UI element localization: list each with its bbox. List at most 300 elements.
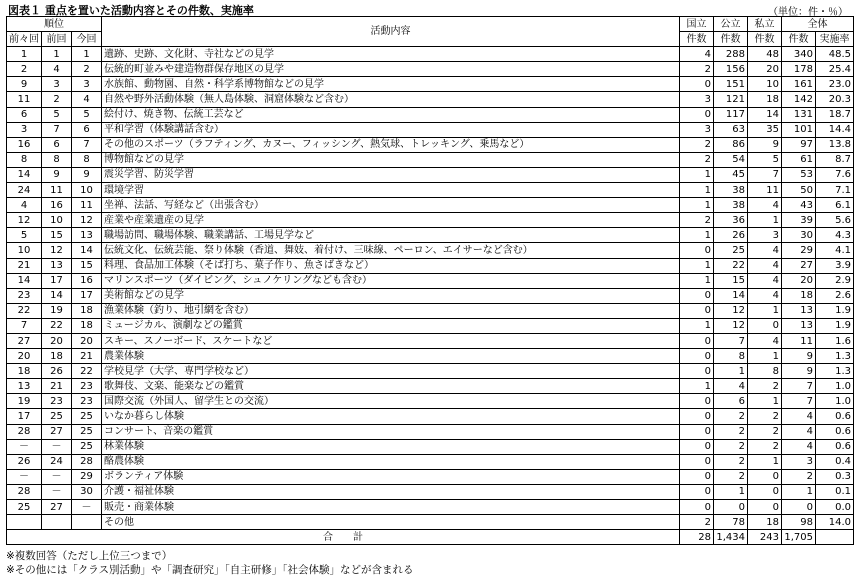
rate-value: 0.1 <box>816 484 854 499</box>
private-count: 1 <box>748 303 782 318</box>
rate-value: 3.9 <box>816 258 854 273</box>
rate-value: 0.6 <box>816 439 854 454</box>
rate-value: 0.3 <box>816 469 854 484</box>
rank-prev2: 22 <box>7 303 42 318</box>
rank-prev: 9 <box>42 167 72 182</box>
national-count: 2 <box>680 515 714 530</box>
table-row <box>7 394 854 409</box>
table-row <box>7 152 854 167</box>
national-count: 0 <box>680 77 714 92</box>
private-count: 0 <box>748 484 782 499</box>
public-count: 4 <box>714 379 748 394</box>
national-count: 2 <box>680 213 714 228</box>
rank-prev2: 14 <box>7 273 42 288</box>
rate-value: 2.9 <box>816 273 854 288</box>
total-count: 7 <box>782 379 816 394</box>
rank-prev2: 20 <box>7 349 42 364</box>
rank-prev: 10 <box>42 213 72 228</box>
table-row <box>7 439 854 454</box>
rank-current: 21 <box>72 349 102 364</box>
public-count: 38 <box>714 198 748 213</box>
rank-current: 1 <box>72 47 102 62</box>
table-row <box>7 469 854 484</box>
rank-prev: － <box>42 439 72 454</box>
national-count: 0 <box>680 364 714 379</box>
activity-name: いなか暮らし体験 <box>102 409 680 424</box>
public-count: 12 <box>714 318 748 333</box>
rank-prev2 <box>7 515 42 530</box>
rank-current: 29 <box>72 469 102 484</box>
private-count: 48 <box>748 47 782 62</box>
activity-name: 林業体験 <box>102 439 680 454</box>
public-count: 2 <box>714 439 748 454</box>
public-count: 151 <box>714 77 748 92</box>
rank-current: － <box>72 500 102 515</box>
rank-current: 8 <box>72 152 102 167</box>
public-count-header: 件数 <box>714 32 748 47</box>
rank-prev: 20 <box>42 333 72 348</box>
table-row <box>7 484 854 499</box>
private-count: 1 <box>748 394 782 409</box>
rank-prev2: 23 <box>7 288 42 303</box>
rank-prev: 8 <box>42 152 72 167</box>
public-count: 86 <box>714 137 748 152</box>
total-count: 7 <box>782 394 816 409</box>
table-row <box>7 47 854 62</box>
national-count: 1 <box>680 198 714 213</box>
private-count: 18 <box>748 92 782 107</box>
activity-name: 販売・商業体験 <box>102 500 680 515</box>
rank-prev: 13 <box>42 258 72 273</box>
public-count: 1 <box>714 484 748 499</box>
activity-name: 平和学習（体験講話含む） <box>102 122 680 137</box>
table-row <box>7 424 854 439</box>
national-count: 2 <box>680 62 714 77</box>
national-count: 0 <box>680 424 714 439</box>
rank-prev: － <box>42 484 72 499</box>
public-count: 288 <box>714 47 748 62</box>
rank-current: 30 <box>72 484 102 499</box>
national-count: 1 <box>680 318 714 333</box>
activity-name: その他のスポーツ（ラフティング、カヌー、フィッシング、熱気球、トレッキング、乗馬など） <box>102 137 680 152</box>
rate-value: 7.6 <box>816 167 854 182</box>
rank-current: 7 <box>72 137 102 152</box>
national-count: 3 <box>680 122 714 137</box>
private-count: 1 <box>748 454 782 469</box>
national-count: 4 <box>680 47 714 62</box>
private-count: 1 <box>748 349 782 364</box>
table-row <box>7 167 854 182</box>
rank-prev2: 9 <box>7 77 42 92</box>
total-count: 53 <box>782 167 816 182</box>
table-row <box>7 107 854 122</box>
private-header: 私立 <box>748 17 782 32</box>
total-count: 101 <box>782 122 816 137</box>
rank-prev: 14 <box>42 288 72 303</box>
public-count: 38 <box>714 183 748 198</box>
private-count: 4 <box>748 273 782 288</box>
rate-value: 1.3 <box>816 364 854 379</box>
rank-prev2: － <box>7 439 42 454</box>
table-row <box>7 349 854 364</box>
rank-current: 23 <box>72 394 102 409</box>
total-count: 9 <box>782 349 816 364</box>
activity-name: 伝統的町並みや建造物群保存地区の見学 <box>102 62 680 77</box>
total-count: 178 <box>782 62 816 77</box>
national-count: 0 <box>680 243 714 258</box>
rank-current: 15 <box>72 258 102 273</box>
public-count: 15 <box>714 273 748 288</box>
total-count: 11 <box>782 333 816 348</box>
rank-prev: 6 <box>42 137 72 152</box>
totals-row <box>7 530 854 545</box>
rate-value: 5.6 <box>816 213 854 228</box>
activity-name: 歌舞伎、文楽、能楽などの鑑賞 <box>102 379 680 394</box>
rank-prev: 4 <box>42 62 72 77</box>
rank-prev: 1 <box>42 47 72 62</box>
private-count: 9 <box>748 137 782 152</box>
total-count: 161 <box>782 77 816 92</box>
rank-prev: 22 <box>42 318 72 333</box>
rate-value: 0.6 <box>816 409 854 424</box>
activity-name: ミュージカル、演劇などの鑑賞 <box>102 318 680 333</box>
public-count: 1 <box>714 364 748 379</box>
private-count: 0 <box>748 318 782 333</box>
rate-value: 25.4 <box>816 62 854 77</box>
rank-prev2: 27 <box>7 333 42 348</box>
activity-name: ボランティア体験 <box>102 469 680 484</box>
rate-value: 1.9 <box>816 303 854 318</box>
rate-value: 14.0 <box>816 515 854 530</box>
table-row <box>7 77 854 92</box>
rank-current <box>72 515 102 530</box>
table-row <box>7 288 854 303</box>
rank-current: 28 <box>72 454 102 469</box>
rate-value: 1.6 <box>816 333 854 348</box>
rank-current: 11 <box>72 198 102 213</box>
private-count: 1 <box>748 213 782 228</box>
rank-current: 13 <box>72 228 102 243</box>
table-row <box>7 500 854 515</box>
activity-name: 介護・福祉体験 <box>102 484 680 499</box>
total-count: 4 <box>782 439 816 454</box>
public-count: 121 <box>714 92 748 107</box>
totals-public: 1,434 <box>714 530 748 545</box>
table-row <box>7 379 854 394</box>
rank-prev: 24 <box>42 454 72 469</box>
total-count: 30 <box>782 228 816 243</box>
national-count: 0 <box>680 469 714 484</box>
rate-value: 20.3 <box>816 92 854 107</box>
national-count: 0 <box>680 454 714 469</box>
private-count: 14 <box>748 107 782 122</box>
table-row <box>7 228 854 243</box>
table-row <box>7 318 854 333</box>
activity-name: 職場訪問、職場体験、職業講話、工場見学など <box>102 228 680 243</box>
activity-name: 漁業体験（釣り、地引網を含む） <box>102 303 680 318</box>
rank-prev: 25 <box>42 409 72 424</box>
table-row <box>7 243 854 258</box>
rate-value: 14.4 <box>816 122 854 137</box>
rate-value: 23.0 <box>816 77 854 92</box>
public-count: 2 <box>714 409 748 424</box>
private-count: 2 <box>748 424 782 439</box>
rank-prev2: 19 <box>7 394 42 409</box>
activity-name: その他 <box>102 515 680 530</box>
rank-current: 14 <box>72 243 102 258</box>
activity-name: 国際交流（外国人、留学生との交流） <box>102 394 680 409</box>
public-count: 36 <box>714 213 748 228</box>
rank-current: 3 <box>72 77 102 92</box>
national-count: 1 <box>680 258 714 273</box>
rank-current: 22 <box>72 364 102 379</box>
public-count: 22 <box>714 258 748 273</box>
public-count: 25 <box>714 243 748 258</box>
rank-prev: 21 <box>42 379 72 394</box>
total-count: 13 <box>782 318 816 333</box>
public-count: 156 <box>714 62 748 77</box>
rank-prev2: 6 <box>7 107 42 122</box>
totals-private: 243 <box>748 530 782 545</box>
total-count: 142 <box>782 92 816 107</box>
rank-prev: 17 <box>42 273 72 288</box>
national-count: 1 <box>680 379 714 394</box>
rank-prev: 18 <box>42 349 72 364</box>
rank-current: 25 <box>72 424 102 439</box>
rank-prev <box>42 515 72 530</box>
rate-value: 8.7 <box>816 152 854 167</box>
public-count: 2 <box>714 424 748 439</box>
activity-name: 酪農体験 <box>102 454 680 469</box>
public-header: 公立 <box>714 17 748 32</box>
private-count: 8 <box>748 364 782 379</box>
public-count: 12 <box>714 303 748 318</box>
activity-name: 伝統文化、伝統芸能、祭り体験（香道、舞妓、着付け、三味線、ペーロン、エイサーなど含む） <box>102 243 680 258</box>
rank-prev2: 7 <box>7 318 42 333</box>
table-row <box>7 273 854 288</box>
activity-name: 環境学習 <box>102 183 680 198</box>
rate-value: 6.1 <box>816 198 854 213</box>
national-count: 2 <box>680 137 714 152</box>
rank-current: 16 <box>72 273 102 288</box>
public-count: 7 <box>714 333 748 348</box>
rank-current: 23 <box>72 379 102 394</box>
total-count: 20 <box>782 273 816 288</box>
totals-total: 1,705 <box>782 530 816 545</box>
total-count: 340 <box>782 47 816 62</box>
table-row <box>7 137 854 152</box>
total-count-header: 件数 <box>782 32 816 47</box>
national-count: 0 <box>680 439 714 454</box>
prev2-header: 前々回 <box>7 32 42 47</box>
rank-prev: 11 <box>42 183 72 198</box>
private-count: 4 <box>748 333 782 348</box>
activity-name: 遺跡、史跡、文化財、寺社などの見学 <box>102 47 680 62</box>
activity-name: 学校見学（大学、専門学校など） <box>102 364 680 379</box>
private-count: 2 <box>748 379 782 394</box>
rank-prev: 19 <box>42 303 72 318</box>
totals-rate <box>816 530 854 545</box>
rank-prev: 5 <box>42 107 72 122</box>
rank-prev: － <box>42 469 72 484</box>
national-count: 3 <box>680 92 714 107</box>
activity-name: 水族館、動物園、自然・科学系博物館などの見学 <box>102 77 680 92</box>
total-count: 131 <box>782 107 816 122</box>
table-row <box>7 198 854 213</box>
activity-name: 農業体験 <box>102 349 680 364</box>
table-row <box>7 122 854 137</box>
national-header: 国立 <box>680 17 714 32</box>
total-count: 4 <box>782 409 816 424</box>
private-count: 0 <box>748 500 782 515</box>
national-count: 0 <box>680 409 714 424</box>
rank-prev: 23 <box>42 394 72 409</box>
total-count: 43 <box>782 198 816 213</box>
national-count: 0 <box>680 484 714 499</box>
private-count: 4 <box>748 198 782 213</box>
national-count: 0 <box>680 394 714 409</box>
rank-current: 2 <box>72 62 102 77</box>
public-count: 0 <box>714 500 748 515</box>
table-row <box>7 454 854 469</box>
rate-value: 1.0 <box>816 394 854 409</box>
note-other: ※その他には「クラス別活動」や「調査研究」「自主研修」「社会体験」などが含まれる <box>6 564 414 576</box>
table-row <box>7 213 854 228</box>
public-count: 78 <box>714 515 748 530</box>
rank-prev2: 18 <box>7 364 42 379</box>
rank-prev2: 25 <box>7 500 42 515</box>
activity-name: 料理、食品加工体験（そば打ち、菓子作り、魚さばきなど） <box>102 258 680 273</box>
activity-name: 美術館などの見学 <box>102 288 680 303</box>
rank-prev2: 12 <box>7 213 42 228</box>
private-count-header: 件数 <box>748 32 782 47</box>
total-count: 98 <box>782 515 816 530</box>
table-row <box>7 515 854 530</box>
rate-value: 18.7 <box>816 107 854 122</box>
public-count: 6 <box>714 394 748 409</box>
public-count: 26 <box>714 228 748 243</box>
rank-prev2: 14 <box>7 167 42 182</box>
table-row <box>7 409 854 424</box>
rate-value: 0.0 <box>816 500 854 515</box>
activity-table <box>6 16 854 545</box>
total-count: 97 <box>782 137 816 152</box>
public-count: 45 <box>714 167 748 182</box>
table-row <box>7 183 854 198</box>
rate-value: 2.6 <box>816 288 854 303</box>
prev-header: 前回 <box>42 32 72 47</box>
private-count: 3 <box>748 228 782 243</box>
private-count: 2 <box>748 409 782 424</box>
total-count: 9 <box>782 364 816 379</box>
rank-current: 17 <box>72 288 102 303</box>
table-row <box>7 303 854 318</box>
private-count: 0 <box>748 469 782 484</box>
private-count: 20 <box>748 62 782 77</box>
private-count: 18 <box>748 515 782 530</box>
national-count: 0 <box>680 303 714 318</box>
national-count: 0 <box>680 288 714 303</box>
private-count: 10 <box>748 77 782 92</box>
rank-prev: 16 <box>42 198 72 213</box>
private-count: 4 <box>748 243 782 258</box>
private-count: 11 <box>748 183 782 198</box>
private-count: 35 <box>748 122 782 137</box>
national-count: 0 <box>680 107 714 122</box>
rank-current: 12 <box>72 213 102 228</box>
rank-prev: 26 <box>42 364 72 379</box>
rank-prev2: 5 <box>7 228 42 243</box>
national-count: 0 <box>680 500 714 515</box>
public-count: 14 <box>714 288 748 303</box>
rate-value: 13.8 <box>816 137 854 152</box>
rank-current: 6 <box>72 122 102 137</box>
private-count: 2 <box>748 439 782 454</box>
rank-prev2: 8 <box>7 152 42 167</box>
total-count: 3 <box>782 454 816 469</box>
table-row <box>7 258 854 273</box>
total-count: 2 <box>782 469 816 484</box>
activity-header: 活動内容 <box>102 17 680 47</box>
rate-value: 48.5 <box>816 47 854 62</box>
note-multiple-answer: ※複数回答（ただし上位三つまで） <box>6 550 173 562</box>
total-count: 13 <box>782 303 816 318</box>
totals-national: 28 <box>680 530 714 545</box>
rate-value: 0.4 <box>816 454 854 469</box>
national-count: 1 <box>680 183 714 198</box>
rank-prev2: 2 <box>7 62 42 77</box>
rank-prev2: 1 <box>7 47 42 62</box>
totals-label: 合 計 <box>7 530 680 545</box>
national-count-header: 件数 <box>680 32 714 47</box>
public-count: 2 <box>714 454 748 469</box>
activity-name: 絵付け、焼き物、伝統工芸など <box>102 107 680 122</box>
rank-prev: 27 <box>42 424 72 439</box>
rank-prev: 15 <box>42 228 72 243</box>
rank-prev: 3 <box>42 77 72 92</box>
table-row <box>7 364 854 379</box>
rank-prev2: 24 <box>7 183 42 198</box>
rank-header: 順位 <box>7 17 102 32</box>
rank-current: 5 <box>72 107 102 122</box>
rank-prev2: 28 <box>7 484 42 499</box>
unit-label: （単位：件・％） <box>768 7 848 18</box>
rank-current: 9 <box>72 167 102 182</box>
rank-prev: 2 <box>42 92 72 107</box>
activity-name: 震災学習、防災学習 <box>102 167 680 182</box>
total-count: 1 <box>782 484 816 499</box>
rate-value: 1.9 <box>816 318 854 333</box>
private-count: 7 <box>748 167 782 182</box>
rank-current: 4 <box>72 92 102 107</box>
public-count: 54 <box>714 152 748 167</box>
rank-current: 20 <box>72 333 102 348</box>
rank-prev2: 21 <box>7 258 42 273</box>
rank-prev2: － <box>7 469 42 484</box>
rank-current: 18 <box>72 318 102 333</box>
private-count: 4 <box>748 288 782 303</box>
rank-prev2: 4 <box>7 198 42 213</box>
rate-value: 0.6 <box>816 424 854 439</box>
total-count: 39 <box>782 213 816 228</box>
private-count: 4 <box>748 258 782 273</box>
rate-value: 4.1 <box>816 243 854 258</box>
national-count: 0 <box>680 333 714 348</box>
activity-name: マリンスポーツ（ダイビング、シュノケリングなども含む） <box>102 273 680 288</box>
current-header: 今回 <box>72 32 102 47</box>
national-count: 0 <box>680 349 714 364</box>
total-count: 50 <box>782 183 816 198</box>
